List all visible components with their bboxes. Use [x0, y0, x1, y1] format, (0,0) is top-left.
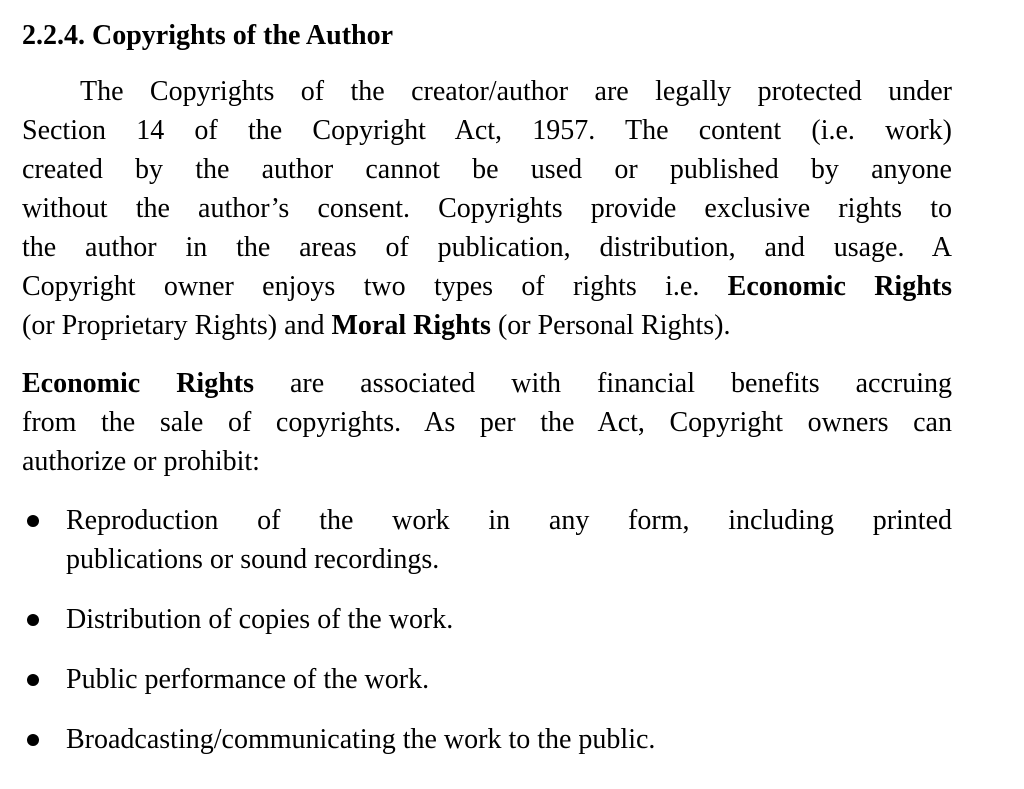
text-segment: The Copyrights of the creator/author are legally protected under	[80, 76, 952, 107]
text-segment: are associated with financial benefits accruing	[254, 368, 952, 399]
bullet-icon	[27, 674, 39, 686]
paragraph-1-line	[22, 267, 952, 306]
bullet-item-line: Public performance of the work.	[66, 664, 430, 695]
paragraph-1-line	[22, 228, 952, 267]
text-segment: created by the author cannot be used or published by anyone	[22, 154, 952, 185]
paragraph-1-line	[22, 150, 952, 189]
paragraph-1-line	[22, 72, 952, 111]
text-segment: without the author’s consent. Copyrights provide exclusive rights to	[22, 193, 952, 224]
section-heading: 2.2.4. Copyrights of the Author	[22, 20, 394, 51]
bullet-item-line: Broadcasting/communicating the work to the public.	[66, 724, 656, 755]
text-segment: authorize or prohibit:	[22, 446, 260, 477]
text-segment: the author in the areas of publication, distribution, and usage. A	[22, 232, 952, 263]
paragraph-2-line	[22, 364, 952, 403]
bold-term: Moral Rights	[331, 310, 491, 341]
bullet-item-line: Distribution of copies of the work.	[66, 604, 454, 635]
bullet-item-line: publications or sound recordings.	[66, 544, 440, 575]
bullet-icon	[27, 734, 39, 746]
bullet-icon	[27, 515, 39, 527]
paragraph-2-line	[22, 442, 952, 481]
text-segment: Copyright owner enjoys two types of rights i.e.	[22, 271, 728, 302]
bullet-item-line: Reproduction of the work in any form, including printed	[66, 505, 952, 536]
text-segment: Section 14 of the Copyright Act, 1957. The content (i.e. work)	[22, 115, 952, 146]
bold-term: Economic Rights	[22, 368, 254, 399]
bullet-icon	[27, 614, 39, 626]
paragraph-1-line	[22, 189, 952, 228]
paragraph-1-line	[22, 111, 952, 150]
text-segment: (or Personal Rights).	[490, 310, 731, 341]
text-segment: (or Proprietary Rights) and	[22, 310, 332, 341]
paragraph-2-line	[22, 403, 952, 442]
text-segment: from the sale of copyrights. As per the Act, Copyright owners can	[22, 407, 952, 438]
paragraph-1-line	[22, 306, 952, 345]
bold-term: Economic Rights	[727, 271, 952, 302]
